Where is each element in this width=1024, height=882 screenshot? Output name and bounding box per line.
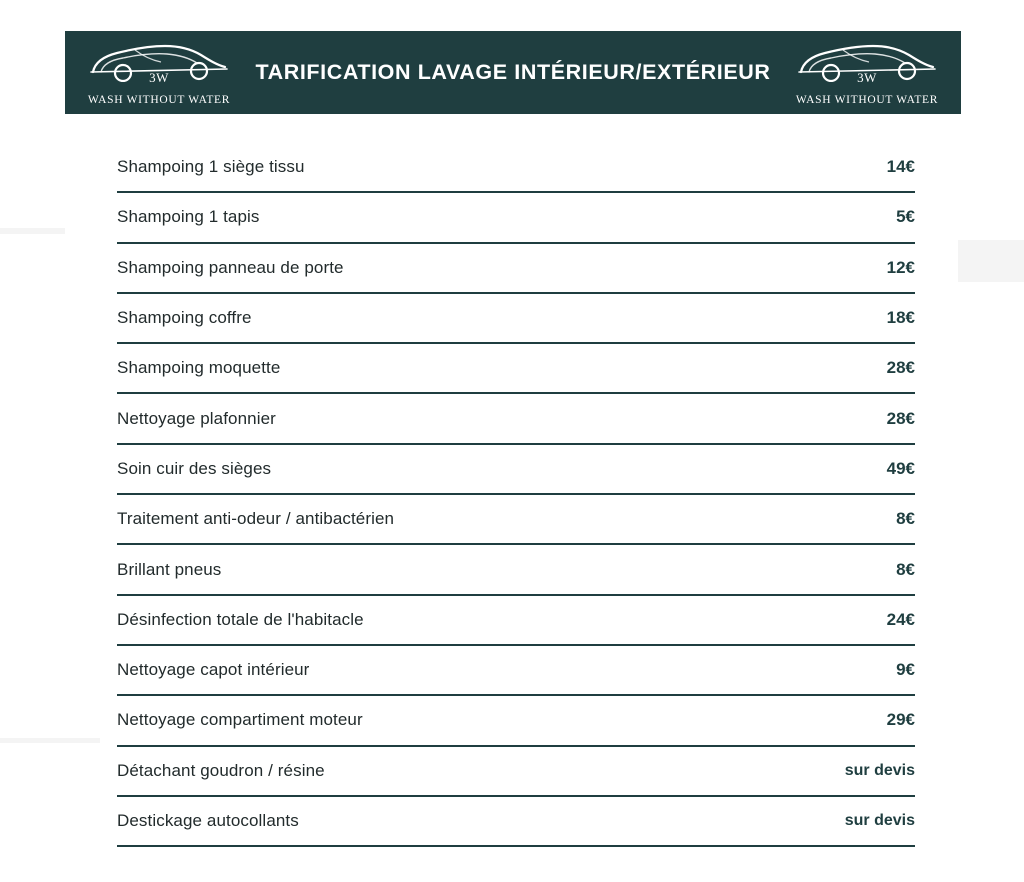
service-price: 29€ [886,710,915,730]
price-row [117,344,915,394]
price-row [117,596,915,646]
price-row [117,394,915,444]
logo-mark-text: 3W [857,69,877,85]
service-label: Désinfection totale de l'habitacle [117,609,364,629]
service-label: Shampoing 1 tapis [117,207,260,227]
service-price: 28€ [886,408,915,428]
service-price: 5€ [896,207,915,227]
service-price: 28€ [886,358,915,378]
price-row [117,797,915,847]
logo-mark-text: 3W [149,69,169,85]
price-row [117,143,915,193]
page-title: TARIFICATION LAVAGE INTÉRIEUR/EXTÉRIEUR [255,60,771,84]
service-price: 8€ [896,559,915,579]
service-price: 14€ [886,157,915,177]
service-label: Brillant pneus [117,559,222,579]
service-label: Nettoyage plafonnier [117,408,276,428]
price-row [117,646,915,696]
service-price: 18€ [886,308,915,328]
service-label: Shampoing 1 siège tissu [117,157,305,177]
logo-left [83,36,235,110]
service-price: 8€ [896,509,915,529]
logo-wordmark: WASH WITHOUT WATER [87,93,231,106]
service-label: Traitement anti-odeur / antibactérien [117,509,395,529]
header-banner [65,31,961,114]
price-list [117,143,915,847]
service-price: 24€ [886,609,915,629]
price-row [117,193,915,243]
service-price: 49€ [886,458,915,478]
service-price: 12€ [886,257,915,277]
price-row [117,545,915,595]
scan-artifact-right [958,240,1024,282]
price-row [117,696,915,746]
price-row [117,495,915,545]
price-row [117,244,915,294]
service-label: Nettoyage capot intérieur [117,660,310,680]
price-row [117,445,915,495]
logo-right [791,36,943,110]
service-label: Shampoing moquette [117,358,281,378]
service-label: Shampoing panneau de porte [117,257,344,277]
scan-artifact-left [0,228,65,234]
logo-wordmark: WASH WITHOUT WATER [795,93,939,106]
service-price: sur devis [844,761,915,779]
service-label: Soin cuir des sièges [117,458,272,478]
service-label: Nettoyage compartiment moteur [117,710,363,730]
service-price: 9€ [896,660,915,680]
price-row [117,294,915,344]
price-row [117,747,915,797]
service-label: Destickage autocollants [117,811,299,830]
service-price: sur devis [844,812,915,829]
service-label: Détachant goudron / résine [117,760,325,780]
service-label: Shampoing coffre [117,308,252,328]
scan-artifact-left-2 [0,738,100,743]
